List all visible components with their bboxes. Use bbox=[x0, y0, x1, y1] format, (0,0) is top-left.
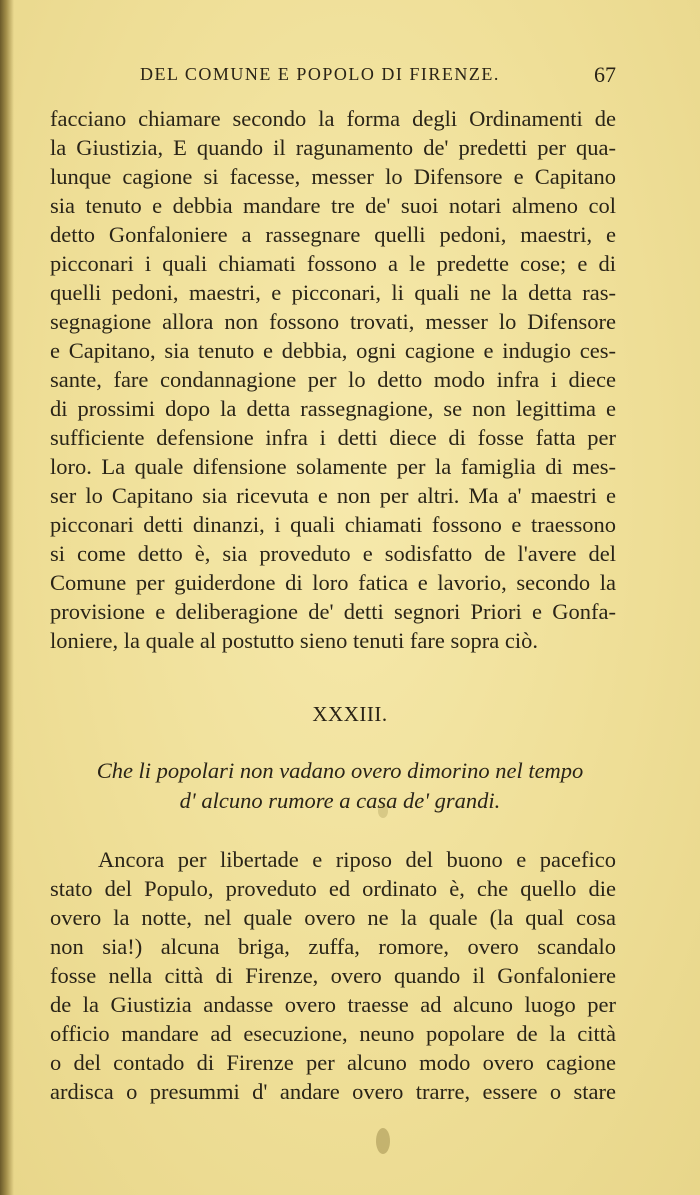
page-number: 67 bbox=[594, 62, 616, 87]
text-line: non sia!) alcuna briga, zuffa, romore, overo scandalo bbox=[50, 934, 616, 959]
text-line: Comune per guiderdone di loro fatica e lavorio, secondo la bbox=[50, 570, 616, 595]
text-line: officio mandare ad esecuzione, neuno popolare de la città bbox=[50, 1021, 616, 1046]
text-line: picconari i quali chiamati fossono a le predette cose; e di bbox=[50, 251, 616, 276]
text-line: de la Giustizia andasse overo traesse ad alcuno luogo per bbox=[50, 992, 616, 1017]
text-line: si come detto è, sia proveduto e sodisfatto de l'avere del bbox=[50, 541, 616, 566]
text-line: ardisca o presummi d' andare overo trarre, essere o stare bbox=[50, 1079, 616, 1104]
section-number: XXXIII. bbox=[312, 702, 388, 726]
subtitle-line: d' alcuno rumore a casa de' grandi. bbox=[179, 788, 501, 813]
running-header: DEL COMUNE E POPOLO DI FIRENZE. bbox=[140, 64, 500, 84]
text-line: quelli pedoni, maestri, e picconari, li quali ne la detta ras- bbox=[50, 280, 616, 305]
text-line: sante, fare condannagione per lo detto modo infra i diece bbox=[50, 367, 616, 392]
text-line: e Capitano, sia tenuto e debbia, ogni cagione e indugio ces- bbox=[50, 338, 616, 363]
text-line: loniere, la quale al postutto sieno tenuti fare sopra ciò. bbox=[50, 628, 538, 653]
page-binding-edge bbox=[0, 0, 14, 1195]
text-line: fosse nella città di Firenze, overo quando il Gonfaloniere bbox=[50, 963, 616, 988]
text-line: detto Gonfaloniere a rassegnare quelli pedoni, maestri, e bbox=[50, 222, 616, 247]
text-line: stato del Populo, proveduto ed ordinato è, che quello die bbox=[50, 876, 616, 901]
text-line: ser lo Capitano sia ricevuta e non per altri. Ma a' maestri e bbox=[50, 483, 616, 508]
text-line: lunque cagione si facesse, messer lo Difensore e Capitano bbox=[50, 164, 616, 189]
subtitle-line: Che li popolari non vadano overo dimorino nel tempo bbox=[96, 758, 584, 783]
text-line: sia tenuto e debbia mandare tre de' suoi notari almeno col bbox=[50, 193, 616, 218]
text-line: di prossimi dopo la detta rassegnagione, se non legittima e bbox=[50, 396, 616, 421]
ink-stain bbox=[376, 1128, 390, 1154]
text-line: o del contado di Firenze per alcuno modo overo cagione bbox=[50, 1050, 616, 1075]
text-line: facciano chiamare secondo la forma degli Ordinamenti de bbox=[50, 106, 616, 131]
section-subtitle bbox=[60, 756, 620, 816]
ink-stain bbox=[378, 804, 388, 818]
text-line: overo la notte, nel quale overo ne la quale (la qual cosa bbox=[50, 905, 616, 930]
paragraph-2 bbox=[50, 845, 616, 1106]
text-line: la Giustizia, E quando il ragunamento de' predetti per qua- bbox=[50, 135, 616, 160]
paragraph-1 bbox=[50, 104, 616, 655]
text-line: sufficiente defensione infra i detti diece di fosse fatta per bbox=[50, 425, 616, 450]
text-line: loro. La quale difensione solamente per la famiglia di mes- bbox=[50, 454, 616, 479]
text-line: picconari detti dinanzi, i quali chiamati fossono e traessono bbox=[50, 512, 616, 537]
text-line: Ancora per libertade e riposo del buono e pacefico bbox=[98, 847, 616, 872]
text-line: segnagione allora non fossono trovati, messer lo Difensore bbox=[50, 309, 616, 334]
text-line: provisione e deliberagione de' detti segnori Priori e Gonfa- bbox=[50, 599, 616, 624]
